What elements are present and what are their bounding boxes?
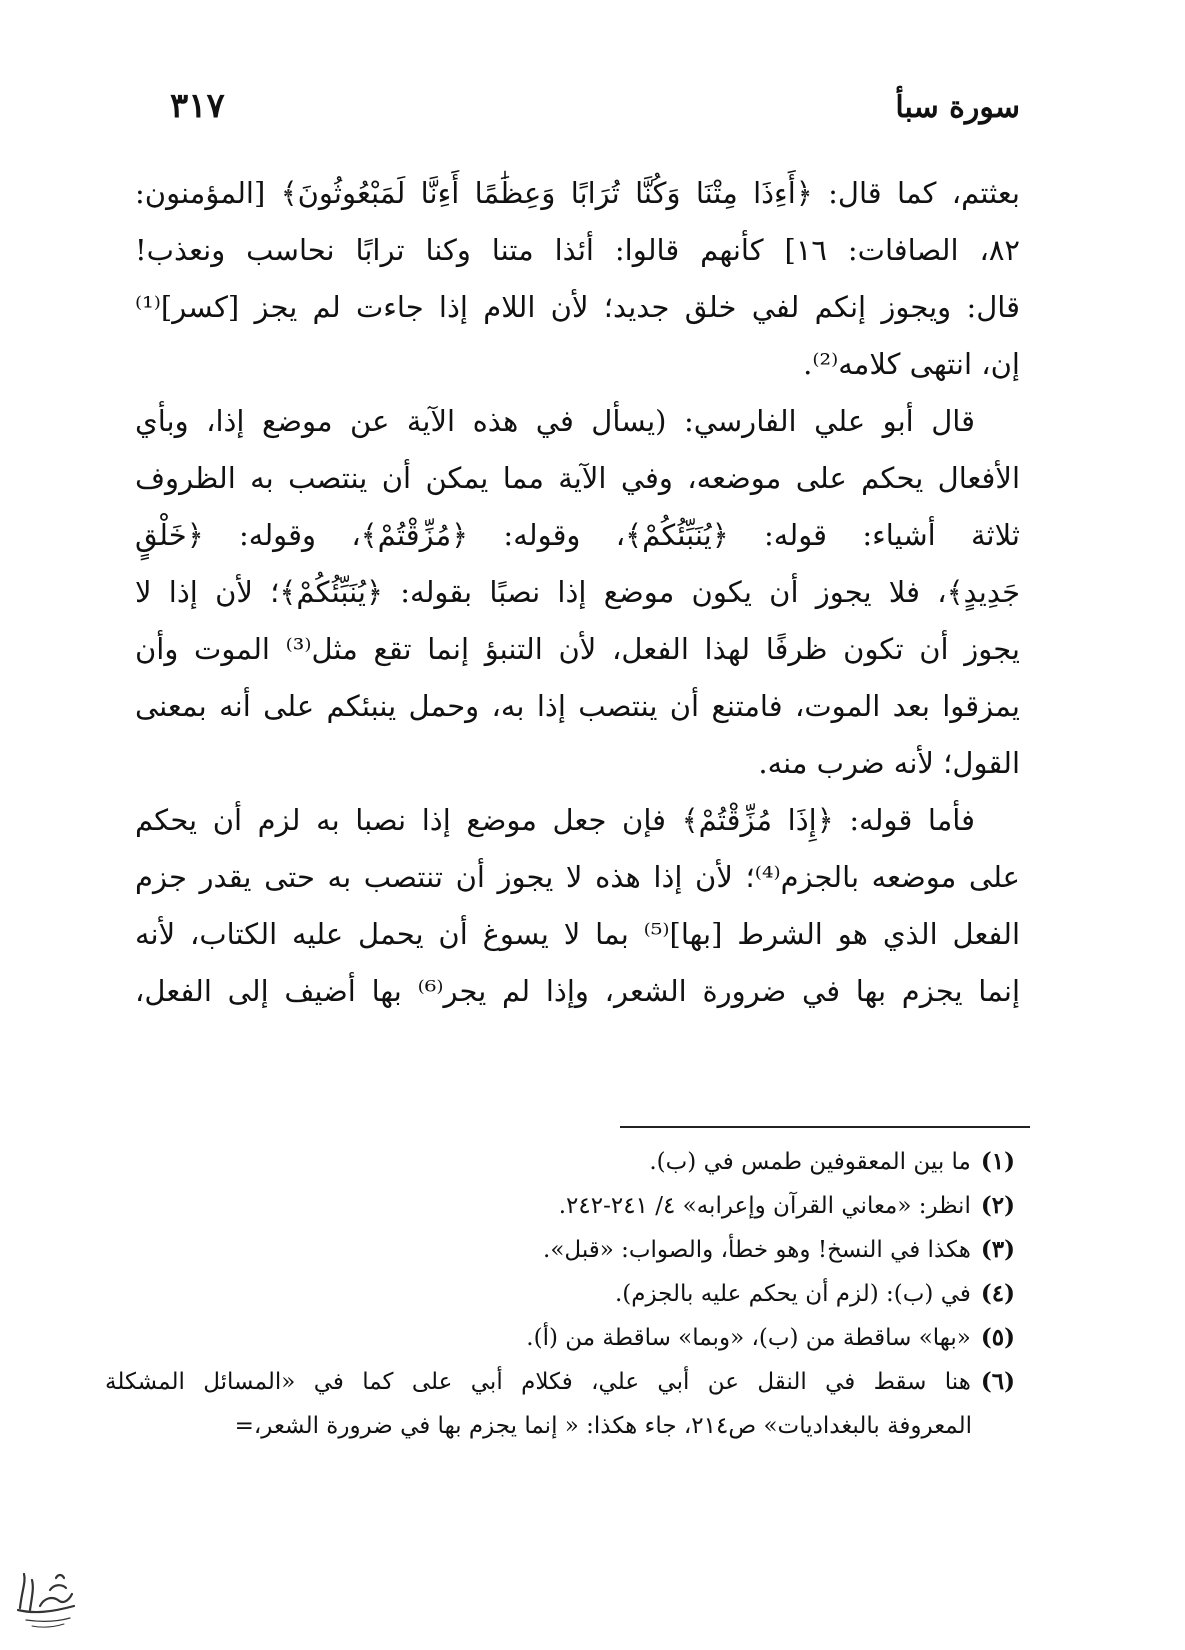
text-line: قال أبو علي الفارسي: (يسأل في هذه الآية عن موضع إذا، وبأي (135, 404, 975, 438)
paragraph-2 (135, 393, 1020, 792)
footnote-text: هكذا في النسخ! وهو خطأ، والصواب: «قبل». (543, 1237, 971, 1263)
footnotes (105, 1140, 1020, 1448)
text-line: قال: ويجوز إنكم لفي خلق جديد؛ لأن اللام إذا جاءت لم يجز [كسر]⁽¹⁾ (135, 290, 1020, 324)
text-line: فأما قوله: ﴿إِذَا مُزِّقْتُمْ﴾ فإن جعل موضع إذا نصبا به لزم أن يحكم (135, 803, 975, 837)
surah-title: سورة سبأ (895, 90, 1020, 125)
text-line: ٨٢، الصافات: ١٦] كأنهم قالوا: أئذا متنا وكنا ترابًا نحاسب ونعذب! (135, 233, 1020, 267)
footnote-number: (٣) (980, 1236, 1015, 1263)
footnote-5 (105, 1316, 1020, 1360)
footnote-divider (620, 1126, 1030, 1128)
footnote-text: «بها» ساقطة من (ب)، «وبما» ساقطة من (أ). (526, 1325, 971, 1351)
text-line: بعثتم، كما قال: ﴿أَءِذَا مِتْنَا وَكُنَّا تُرَابًا وَعِظَٰمًا أَءِنَّا لَمَبْعُوثُونَ﴾ [المؤمنون: (135, 176, 1020, 210)
text-line: يمزقوا بعد الموت، فامتنع أن ينتصب إذا به، وحمل ينبئكم على أنه بمعنى (135, 689, 1020, 723)
footnote-3 (105, 1228, 1020, 1272)
text-line: الفعل الذي هو الشرط [بها]⁽⁵⁾ بما لا يسوغ أن يحمل عليه الكتاب، لأنه (135, 917, 1020, 951)
text-line: إنما يجزم بها في ضرورة الشعر، وإذا لم يجر⁽⁶⁾ بها أضيف إلى الفعل، (135, 974, 1021, 1008)
paragraph-3 (135, 792, 1020, 1020)
footnote-text: هنا سقط في النقل عن أبي علي، فكلام أبي على كما في «المسائل المشكلة (105, 1369, 971, 1395)
footnote-6-continuation: المعروفة بالبغداديات» ص٢١٤، جاء هكذا: « إنما يجزم بها في ضرورة الشعر،= (234, 1413, 972, 1439)
footnote-number: (٦) (980, 1368, 1015, 1395)
footnote-6 (105, 1360, 1020, 1404)
footnote-2 (105, 1184, 1020, 1228)
footnote-1 (105, 1140, 1020, 1184)
text-line: ثلاثة أشياء: قوله: ﴿يُنَبِّئُكُمْ﴾، وقوله: ﴿مُزِّقْتُمْ﴾، وقوله: ﴿خَلْقٍ (135, 518, 1020, 552)
footnote-text: ما بين المعقوفين طمس في (ب). (649, 1149, 971, 1175)
footnote-4 (105, 1272, 1020, 1316)
footnote-number: (٥) (980, 1324, 1015, 1351)
text-line: جَدِيدٍ﴾، فلا يجوز أن يكون موضع إذا نصبًا بقوله: ﴿يُنَبِّئُكُمْ﴾؛ لأن إذا لا (135, 575, 1020, 609)
text-line: على موضعه بالجزم⁽⁴⁾؛ لأن إذا هذه لا يجوز أن تنتصب به حتى يقدر جزم (135, 860, 1020, 894)
page-number: ٣١٧ (170, 86, 225, 126)
footnote-number: (٢) (980, 1192, 1015, 1219)
text-line: القول؛ لأنه ضرب منه. (758, 746, 1020, 780)
footnote-number: (١) (980, 1148, 1015, 1175)
text-line: الأفعال يحكم على موضعه، وفي الآية مما يمكن أن ينتصب به الظروف (135, 461, 1020, 495)
main-text (135, 165, 1020, 1020)
page-header (170, 80, 1020, 140)
footnote-number: (٤) (980, 1280, 1015, 1307)
text-line: يجوز أن تكون ظرفًا لهذا الفعل، لأن التنبؤ إنما تقع مثل⁽³⁾ الموت وأن (135, 632, 1020, 666)
footnote-text: انظر: «معاني القرآن وإعرابه» ٤/ ٢٤١-٢٤٢. (558, 1193, 971, 1219)
footnote-text: في (ب): (لزم أن يحكم عليه بالجزم). (614, 1281, 971, 1307)
library-stamp-logo (12, 1560, 82, 1632)
paragraph-1 (135, 165, 1020, 393)
text-line: إن، انتهى كلامه⁽²⁾. (803, 347, 1020, 381)
